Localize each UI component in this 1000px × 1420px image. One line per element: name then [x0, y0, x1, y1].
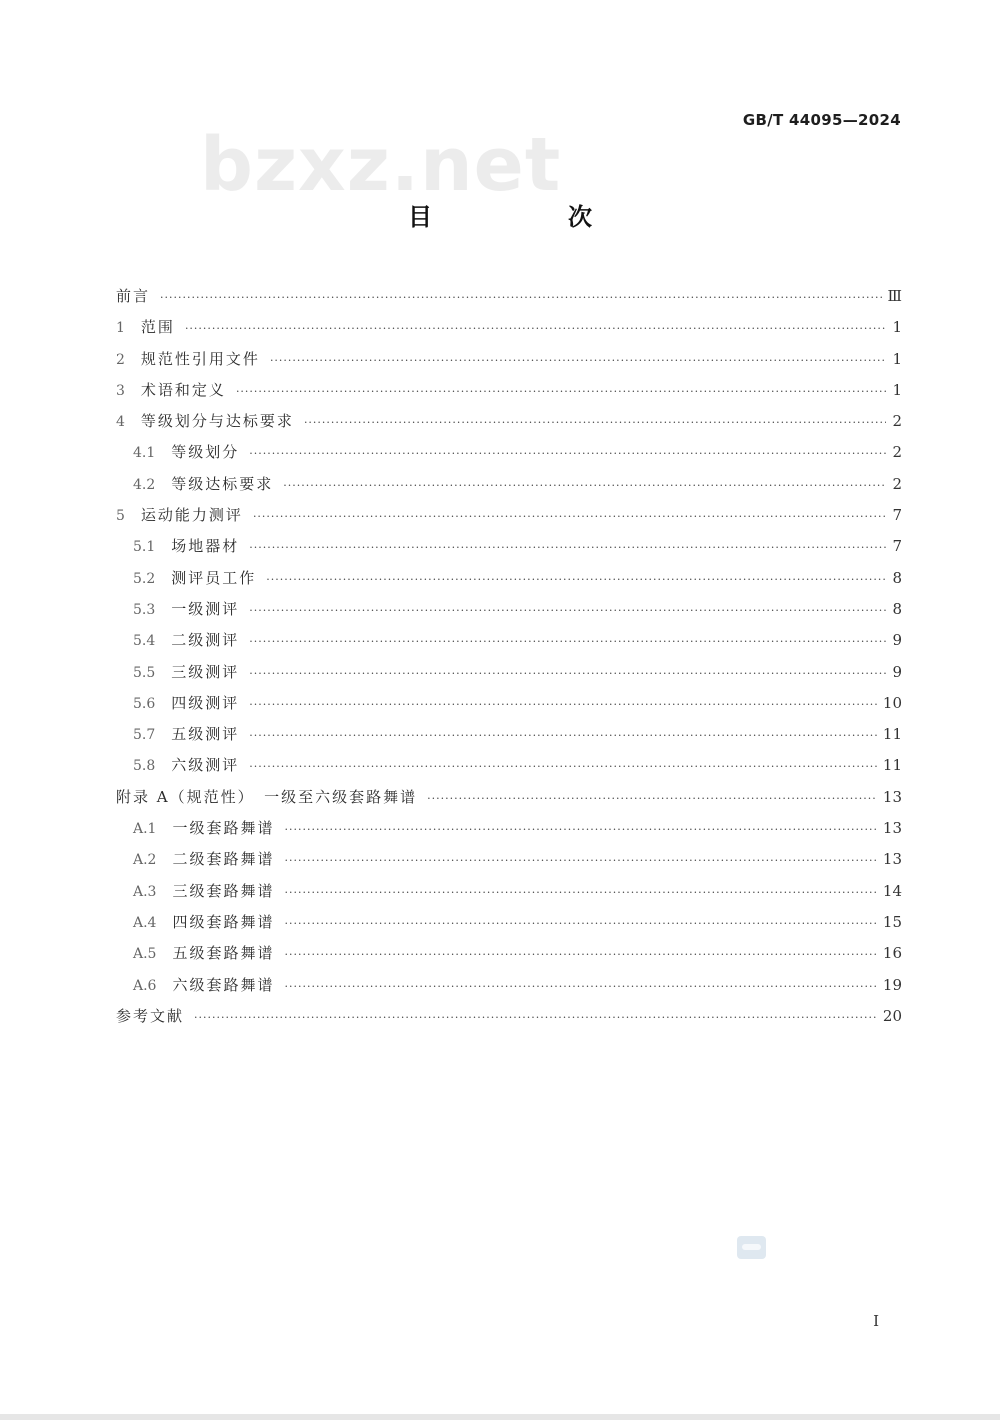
toc-entry-page: 16: [882, 944, 902, 963]
toc-leader-dots: [249, 720, 877, 751]
toc-entry[interactable]: [116, 688, 902, 719]
toc-leader-dots: [284, 939, 876, 970]
toc-entry-title: 一级测评: [171, 599, 240, 618]
toc-entry-number: 1: [116, 320, 125, 337]
toc-entry[interactable]: [116, 782, 902, 813]
toc-entry[interactable]: [116, 563, 902, 594]
watermark: bzxz.net: [200, 122, 562, 208]
toc-entry-page: 7: [892, 537, 902, 556]
toc-entry-page: 1: [892, 380, 902, 399]
toc-entry-title: 附录 A（规范性） 一级至六级套路舞谱: [116, 787, 418, 806]
toc-entry-title: 场地器材: [171, 537, 240, 556]
toc-leader-dots: [427, 783, 877, 814]
toc-entry-title: 等级划分与达标要求: [140, 412, 294, 431]
toc-entry[interactable]: [116, 938, 902, 969]
toc-entry-number: 4: [116, 414, 125, 431]
toc-entry-page: 10: [882, 693, 902, 712]
toc-entry[interactable]: [116, 406, 902, 437]
toc-entry[interactable]: [116, 1001, 902, 1032]
toc-entry[interactable]: [116, 876, 902, 907]
toc-entry[interactable]: [116, 844, 902, 875]
toc-entry-number: A.6: [133, 977, 157, 994]
toc-entry-page: 2: [892, 443, 902, 462]
toc-entry-page: 13: [882, 787, 902, 806]
toc-entry[interactable]: [116, 531, 902, 562]
toc-entry-number: 3: [116, 382, 125, 399]
toc-leader-dots: [284, 814, 876, 845]
toc-entry-number: A.1: [133, 821, 157, 838]
page-bottom-edge: [0, 1414, 1000, 1420]
toc-entry[interactable]: [116, 907, 902, 938]
toc-entry[interactable]: [116, 344, 902, 375]
toc-entry-page: 8: [892, 599, 902, 618]
toc-entry-page: 9: [892, 631, 902, 650]
toc-entry-title: 四级套路舞谱: [172, 912, 275, 931]
toc-entry[interactable]: [116, 657, 902, 688]
toc-entry-page: 13: [882, 819, 902, 838]
toc-entry-title: 等级达标要求: [171, 474, 274, 493]
toc-entry[interactable]: [116, 970, 902, 1001]
toc-entry-number: 5: [116, 508, 125, 525]
toc-entry[interactable]: [116, 813, 902, 844]
toc-entry[interactable]: [116, 281, 902, 312]
toc-entry-number: 5.4: [133, 633, 156, 650]
toc-entry-number: A.3: [133, 883, 157, 900]
toc-entry-page: 11: [882, 756, 902, 775]
toc-entry-title: 等级划分: [171, 443, 240, 462]
toc-entry[interactable]: [116, 594, 902, 625]
toc-entry-title: 前言: [116, 287, 151, 305]
document-code: GB/T 44095—2024: [742, 111, 901, 129]
toc-entry-page: 9: [892, 662, 902, 681]
toc-entry-title: 规范性引用文件: [140, 349, 260, 368]
publisher-logo-icon: [737, 1236, 766, 1259]
toc-entry-title: 六级测评: [171, 756, 240, 775]
toc-entry-page: 15: [882, 912, 902, 931]
toc-leader-dots: [249, 532, 886, 563]
page-number: I: [873, 1312, 879, 1330]
toc-leader-dots: [249, 751, 877, 782]
toc-entry-page: Ⅲ: [887, 287, 902, 305]
toc-entry-title: 参考文献: [116, 1006, 185, 1025]
toc-entry[interactable]: [116, 375, 902, 406]
toc-leader-dots: [236, 376, 886, 407]
toc-entry[interactable]: [116, 750, 902, 781]
toc-entry-number: 5.6: [133, 695, 156, 712]
page-title: 目 次: [408, 203, 648, 231]
toc-leader-dots: [266, 564, 886, 595]
toc-entry-title: 二级测评: [171, 631, 240, 650]
toc-entry[interactable]: [116, 719, 902, 750]
toc-entry-number: 5.1: [133, 539, 156, 556]
toc-leader-dots: [284, 877, 876, 908]
toc-entry[interactable]: [116, 500, 902, 531]
toc-entry-title: 四级测评: [171, 693, 240, 712]
toc-leader-dots: [249, 689, 877, 720]
toc-entry-title: 三级测评: [171, 662, 240, 681]
toc-entry-number: 5.5: [133, 664, 156, 681]
toc-entry-title: 五级套路舞谱: [172, 944, 275, 963]
toc-entry-title: 五级测评: [171, 725, 240, 744]
toc-leader-dots: [283, 470, 886, 501]
toc-entry-page: 1: [892, 318, 902, 337]
toc-entry-title: 测评员工作: [171, 568, 257, 587]
toc-entry-page: 14: [882, 881, 902, 900]
toc-leader-dots: [249, 658, 886, 689]
toc-leader-dots: [194, 1002, 877, 1033]
toc-leader-dots: [249, 626, 886, 657]
toc-entry-title: 三级套路舞谱: [172, 881, 275, 900]
toc-entry-number: 4.2: [133, 476, 156, 493]
toc-leader-dots: [284, 845, 876, 876]
toc-leader-dots: [253, 501, 886, 532]
toc-entry-number: 2: [116, 351, 125, 368]
toc-entry-page: 20: [882, 1006, 902, 1025]
toc-leader-dots: [185, 313, 886, 344]
toc-leader-dots: [160, 282, 882, 313]
toc-leader-dots: [304, 407, 886, 438]
toc-entry-page: 1: [892, 349, 902, 368]
toc-entry[interactable]: [116, 625, 902, 656]
toc-leader-dots: [284, 971, 876, 1002]
toc-leader-dots: [249, 595, 886, 626]
toc-entry-number: 4.1: [133, 445, 156, 462]
toc-leader-dots: [249, 438, 886, 469]
toc-entry-page: 13: [882, 850, 902, 869]
toc-entry-title: 运动能力测评: [140, 506, 243, 525]
toc-entry-title: 一级套路舞谱: [172, 819, 275, 838]
toc-entry-number: A.2: [133, 852, 157, 869]
toc-entry-title: 范围: [140, 318, 175, 337]
toc-entry-number: 5.8: [133, 758, 156, 775]
toc-entry-title: 术语和定义: [140, 380, 226, 399]
toc-entry-title: 二级套路舞谱: [172, 850, 275, 869]
toc-leader-dots: [270, 345, 886, 376]
toc-entry-number: 5.2: [133, 570, 156, 587]
toc-entry-number: A.4: [133, 914, 157, 931]
toc-entry-title: 六级套路舞谱: [172, 975, 275, 994]
toc-entry-page: 8: [892, 568, 902, 587]
toc-entry[interactable]: [116, 312, 902, 343]
toc-entry[interactable]: [116, 437, 902, 468]
toc-entry-page: 11: [882, 725, 902, 744]
toc-entry-number: A.5: [133, 946, 157, 963]
toc-entry-number: 5.7: [133, 727, 156, 744]
toc-entry-number: 5.3: [133, 601, 156, 618]
toc-entry[interactable]: [116, 469, 902, 500]
toc-entry-page: 7: [892, 506, 902, 525]
toc-entry-page: 2: [892, 474, 902, 493]
toc-leader-dots: [284, 908, 876, 939]
toc-entry-page: 19: [882, 975, 902, 994]
toc-entry-page: 2: [892, 412, 902, 431]
table-of-contents: [116, 281, 902, 1032]
